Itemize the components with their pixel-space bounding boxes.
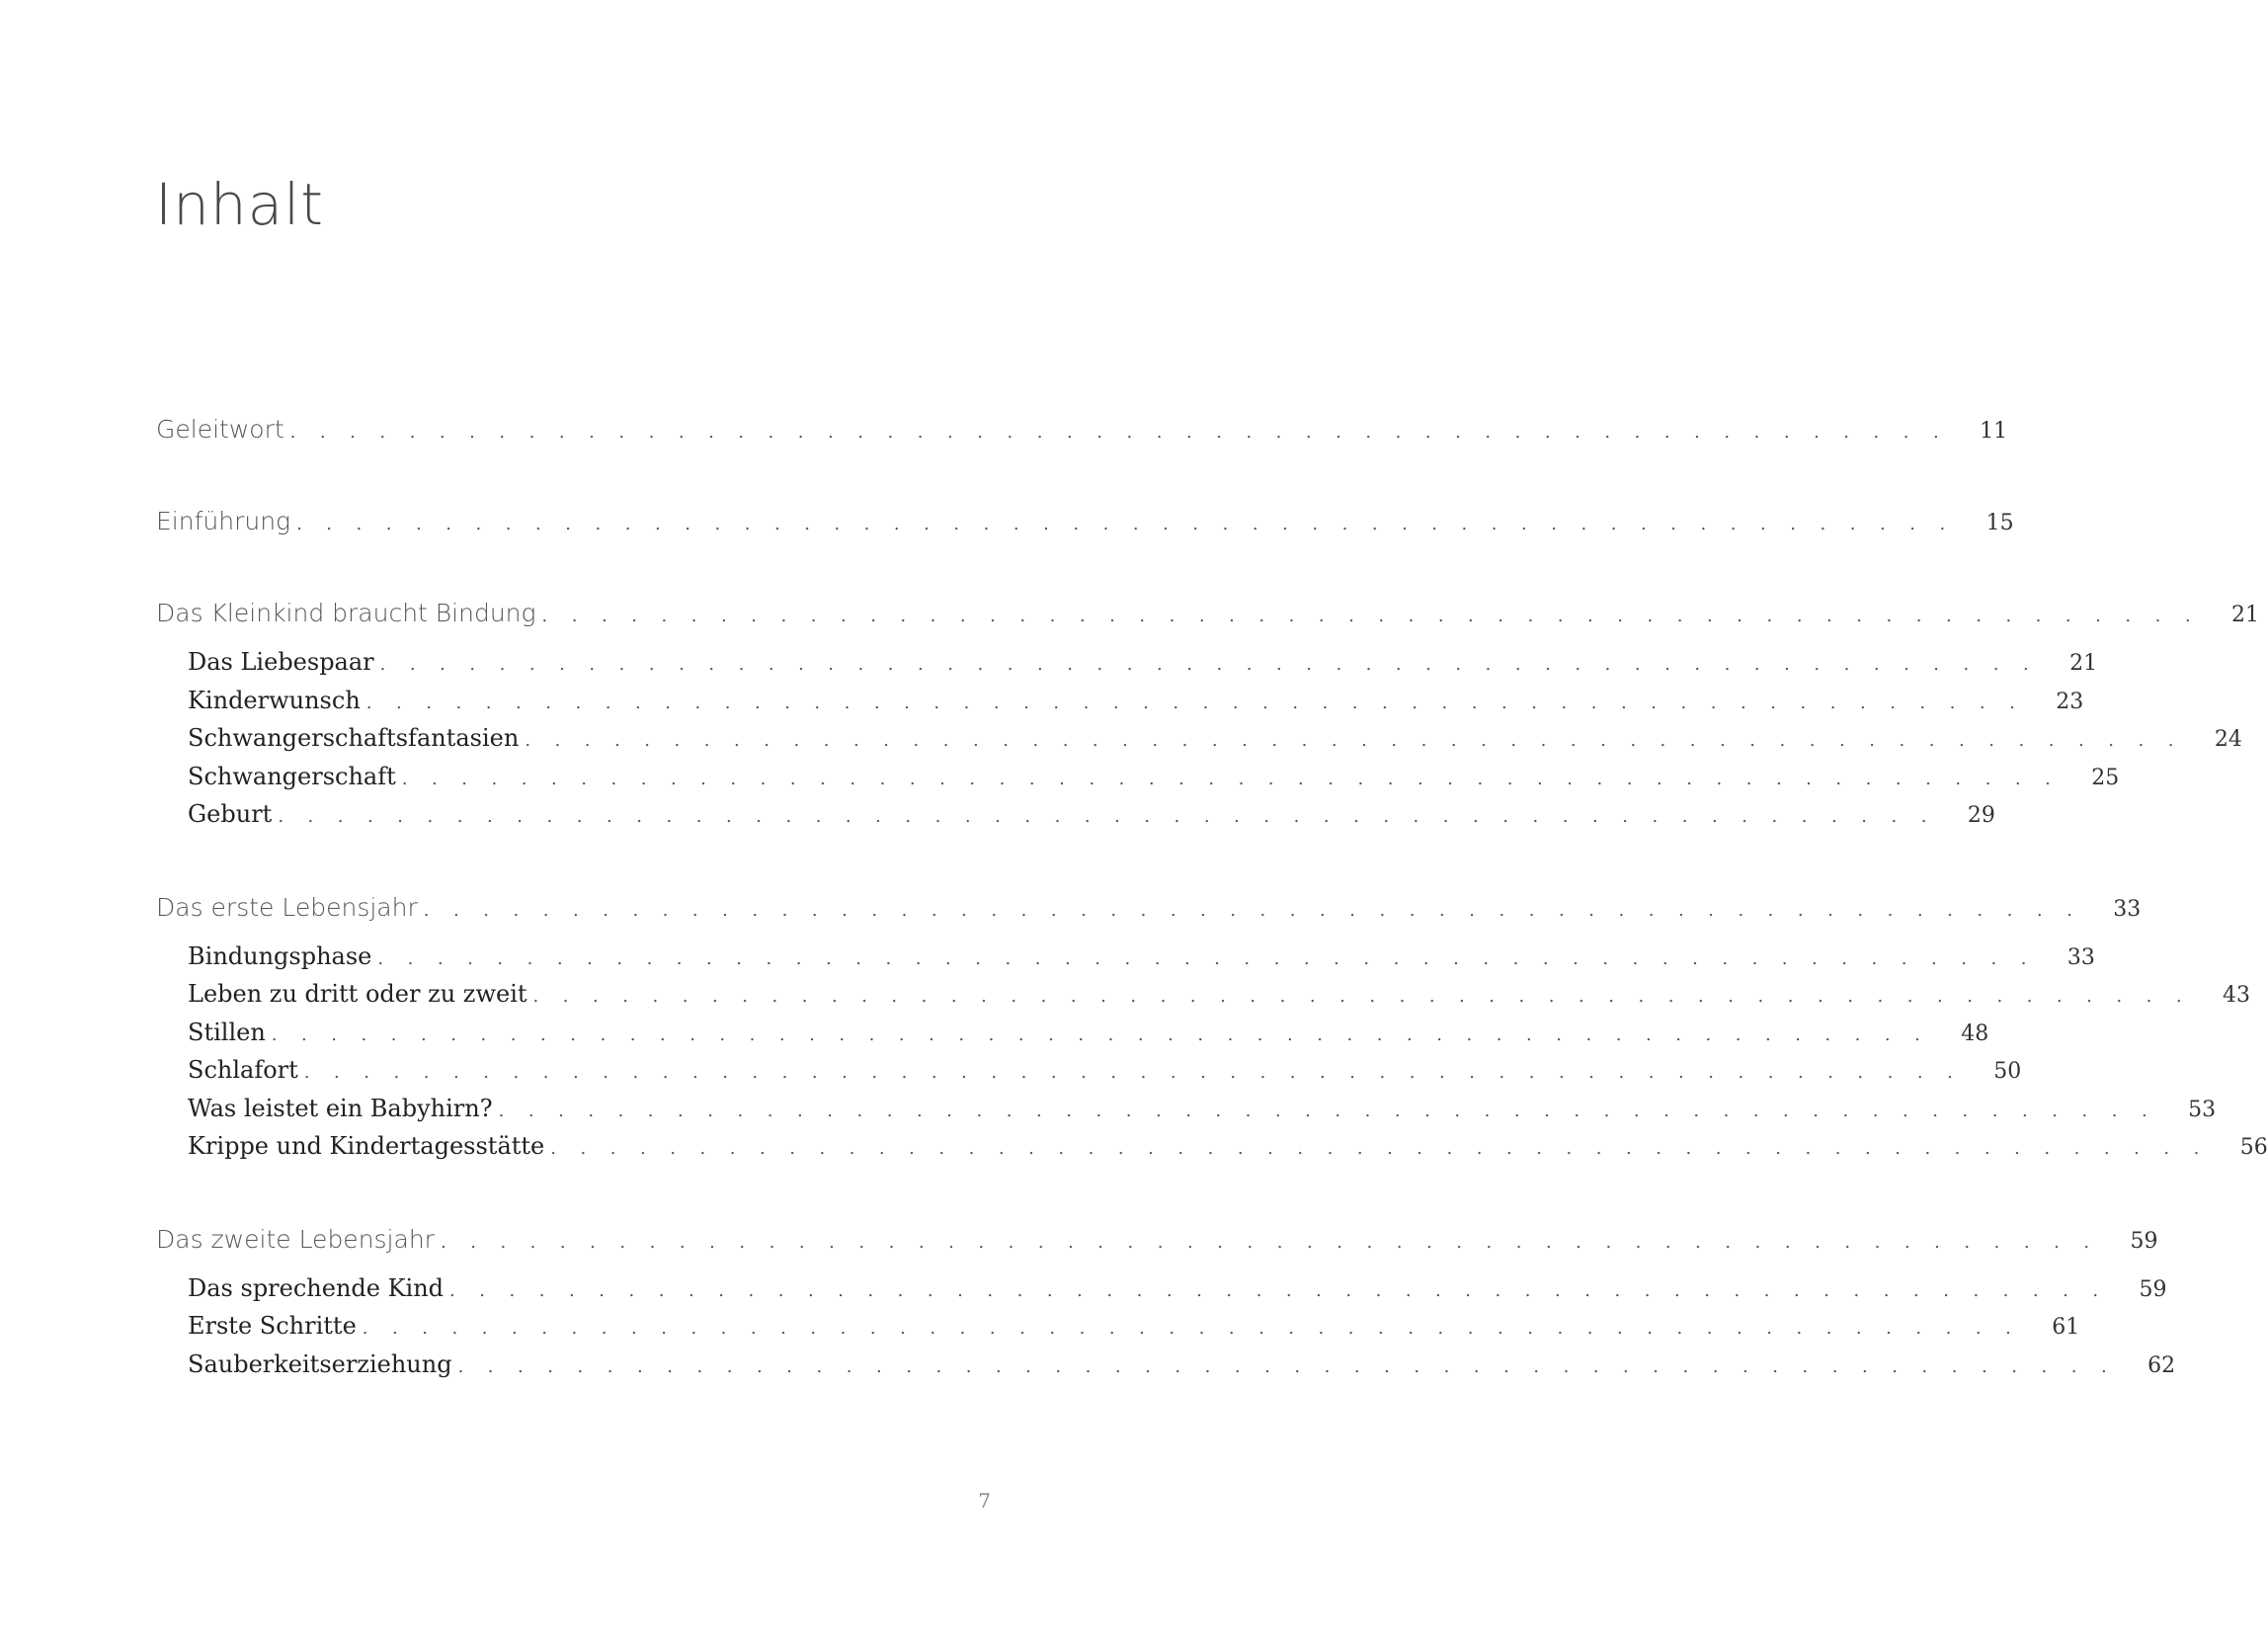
toc-chapter-erstes-lebensjahr [156,892,2268,1171]
dot-leader: . . . . . . . . . . . . . . . . . . . . . . . . . . . . . . . . . . . . . . . . . . . . . . . . . . . . . . . . [532,986,2192,1007]
toc-sub-entry[interactable] [156,1132,2268,1171]
dot-leader: . . . . . . . . . . . . . . . . . . . . . . . . . . . . . . . . . . . . . . . . . . . . . . . . . . . . . . . . [423,899,2082,921]
toc-sub-entry-label: Was leistet ein Babyhirn? [188,1094,493,1122]
toc-page-number: 33 [2113,896,2142,922]
toc-sub-entry[interactable] [156,686,2084,725]
toc-page-number: 11 [1980,419,2008,444]
toc-sub-list [156,648,2242,839]
toc-page-number: 33 [2066,944,2095,970]
toc-page-number: 56 [2239,1135,2268,1160]
toc-sub-entry[interactable] [156,762,2120,801]
toc-entry[interactable] [156,892,2142,931]
toc-sub-entry-label: Das sprechende Kind [188,1273,445,1302]
page-title: Inhalt [155,171,325,238]
page-number-footer: 7 [978,1489,991,1512]
toc-chapter-einfuehrung [156,507,2014,544]
dot-leader: . . . . . . . . . . . . . . . . . . . . . . . . . . . . . . . . . . . . . . . . . . . . . . . . . . . . . . . . [498,1100,2157,1121]
toc-entry-label: Das zweite Lebensjahr [156,1224,435,1254]
toc-page-number: 23 [2056,689,2084,714]
toc-sub-entry[interactable] [156,1273,2167,1313]
dot-leader: . . . . . . . . . . . . . . . . . . . . . . . . . . . . . . . . . . . . . . . . . . . . . . . . . . . . . . . . [541,606,2201,626]
toc-sub-entry[interactable] [156,1094,2217,1133]
toc-chapter-kleinkind [156,599,2260,839]
toc-page-number: 25 [2091,765,2120,790]
dot-leader: . . . . . . . . . . . . . . . . . . . . . . . . . . . . . . . . . . . . . . . . . . . . . . . . . . . . . . . . [377,947,2036,969]
toc-sub-entry[interactable] [156,980,2251,1019]
toc-entry[interactable] [156,507,2014,544]
toc-page-number: 53 [2188,1097,2217,1122]
dot-leader: . . . . . . . . . . . . . . . . . . . . . . . . . . . . . . . . . . . . . . . . . . . . . . . . . . . . . . . . [296,514,1955,534]
dot-leader: . . . . . . . . . . . . . . . . . . . . . . . . . . . . . . . . . . . . . . . . . . . . . . . . . . . . . . . . [440,1231,2099,1253]
dot-leader: . . . . . . . . . . . . . . . . . . . . . . . . . . . . . . . . . . . . . . . . . . . . . . . . . . . . . . . . [379,654,2039,675]
toc-sub-entry-label: Krippe und Kindertagesstätte [188,1132,545,1160]
dot-leader: . . . . . . . . . . . . . . . . . . . . . . . . . . . . . . . . . . . . . . . . . . . . . . . . . . . . . . . . [303,1062,1963,1083]
toc-page-number: 43 [2223,983,2251,1008]
toc-sub-entry[interactable] [156,1018,1989,1057]
toc-sub-entry[interactable] [156,1349,2176,1389]
toc-entry[interactable] [156,415,2008,452]
toc-sub-list [156,1273,2176,1389]
toc-sub-entry-label: Geburt [188,800,273,828]
toc-entry-label: Das Kleinkind braucht Bindung [156,599,536,627]
toc-sub-entry-label: Kinderwunsch [188,686,361,714]
toc-sub-entry[interactable] [156,724,2242,763]
dot-leader: . . . . . . . . . . . . . . . . . . . . . . . . . . . . . . . . . . . . . . . . . . . . . . . . . . . . . . . . [289,422,1949,443]
toc-page-number: 59 [2130,1228,2158,1254]
toc-sub-entry-label: Schwangerschaft [188,762,396,790]
toc-page-number: 61 [2052,1315,2080,1340]
toc-page-number: 15 [1985,511,2014,535]
toc-chapter-geleitwort [156,415,2008,452]
toc-page-number: 59 [2139,1276,2167,1302]
dot-leader: . . . . . . . . . . . . . . . . . . . . . . . . . . . . . . . . . . . . . . . . . . . . . . . . . . . . . . . . [362,1318,2021,1339]
toc-chapter-zweites-lebensjahr [156,1224,2176,1389]
toc-sub-entry-label: Leben zu dritt oder zu zweit [188,980,527,1008]
toc-sub-entry[interactable] [156,1312,2080,1350]
toc-sub-entry[interactable] [156,941,2095,981]
toc-entry[interactable] [156,1224,2158,1263]
toc-page-number: 50 [1993,1059,2022,1084]
toc-page-number: 24 [2214,727,2242,752]
toc-entry-label: Geleitwort [156,415,284,444]
dot-leader: . . . . . . . . . . . . . . . . . . . . . . . . . . . . . . . . . . . . . . . . . . . . . . . . . . . . . . . . [550,1138,2209,1159]
toc-page-number: 29 [1967,803,1995,828]
toc-sub-entry-label: Schlafort [188,1056,298,1084]
toc-page-number: 21 [2069,651,2098,676]
toc-entry[interactable] [156,599,2260,636]
toc-page-number: 62 [2147,1352,2176,1378]
dot-leader: . . . . . . . . . . . . . . . . . . . . . . . . . . . . . . . . . . . . . . . . . . . . . . . . . . . . . . . . [449,1279,2108,1301]
toc-sub-entry-label: Stillen [188,1018,266,1046]
toc-sub-entry-label: Schwangerschaftsfantasien [188,724,520,752]
dot-leader: . . . . . . . . . . . . . . . . . . . . . . . . . . . . . . . . . . . . . . . . . . . . . . . . . . . . . . . . [365,692,2025,713]
toc-sub-entry-label: Das Liebespaar [188,648,374,676]
toc-sub-entry-label: Sauberkeitserziehung [188,1349,452,1378]
dot-leader: . . . . . . . . . . . . . . . . . . . . . . . . . . . . . . . . . . . . . . . . . . . . . . . . . . . . . . . . [271,1023,1930,1045]
toc-sub-entry[interactable] [156,800,1995,839]
toc-sub-entry-label: Erste Schritte [188,1312,357,1340]
toc-sub-entry-label: Bindungsphase [188,941,372,970]
dot-leader: . . . . . . . . . . . . . . . . . . . . . . . . . . . . . . . . . . . . . . . . . . . . . . . . . . . . . . . . [457,1355,2117,1377]
toc-sub-entry[interactable] [156,1056,2022,1095]
toc-sub-list [156,941,2268,1171]
dot-leader: . . . . . . . . . . . . . . . . . . . . . . . . . . . . . . . . . . . . . . . . . . . . . . . . . . . . . . . . [278,806,1936,827]
toc-entry-label: Einführung [156,507,291,535]
toc-page-number: 48 [1961,1021,1989,1046]
toc-sub-entry[interactable] [156,648,2098,687]
dot-leader: . . . . . . . . . . . . . . . . . . . . . . . . . . . . . . . . . . . . . . . . . . . . . . . . . . . . . . . . [401,768,2061,789]
dot-leader: . . . . . . . . . . . . . . . . . . . . . . . . . . . . . . . . . . . . . . . . . . . . . . . . . . . . . . . . [525,730,2183,751]
table-of-contents [156,415,2268,1388]
toc-page-number: 21 [2231,603,2260,627]
toc-entry-label: Das erste Lebensjahr [156,892,418,922]
